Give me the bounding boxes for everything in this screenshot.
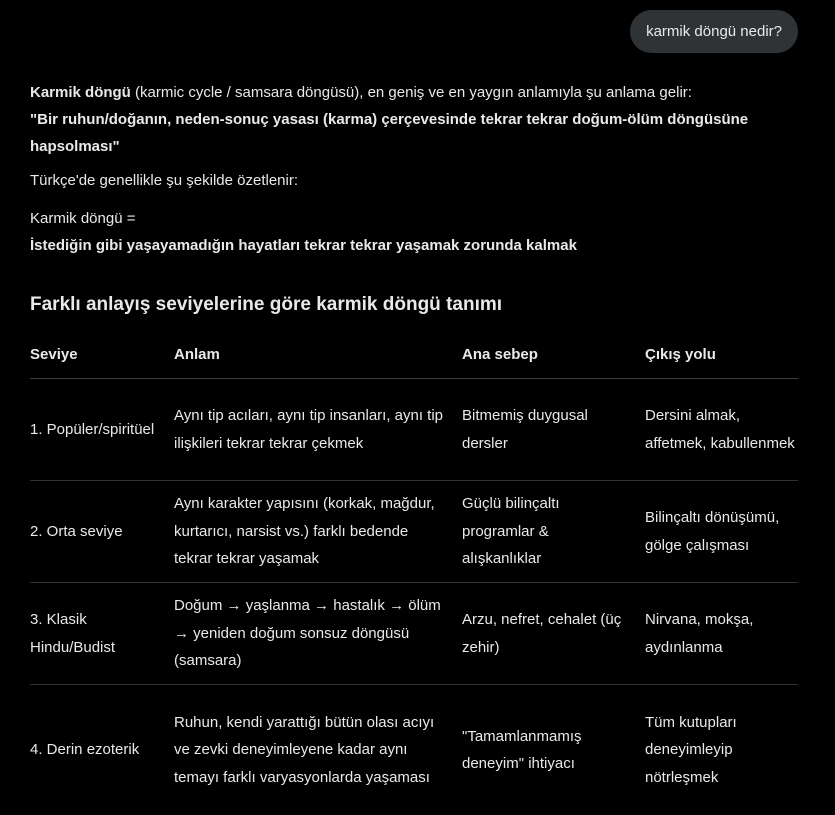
table-header [30, 332, 798, 379]
section-heading: Farklı anlayış seviyelerine göre karmik döngü tanımı [30, 294, 503, 315]
intro-bold-term: Karmik döngü [30, 84, 131, 101]
table-row [30, 583, 798, 685]
table-cell-meaning: Doğum → yaşlanma → hastalık → ölüm → yeniden doğum sonsuz döngüsü (samsara) [174, 597, 441, 670]
table-cell-cause: "Tamamlanmamış deneyim" ihtiyacı [462, 727, 582, 772]
table-cell-exit: Nirvana, mokşa, aydınlanma [645, 611, 754, 656]
table-cell-cause: Arzu, nefret, cehalet (üç zehir) [462, 611, 622, 656]
table-cell-exit: Bilinçaltı dönüşümü, gölge çalışması [645, 509, 780, 554]
table-cell-meaning: Ruhun, kendi yarattığı bütün olası acıyı ve zevki deneyimleyene kadar aynı temayı farklı varyasyonlarda yaşaması [174, 713, 435, 786]
summary-block [30, 205, 800, 259]
summary-bold: İstediğin gibi yaşayamadığın hayatları tekrar tekrar yaşamak zorunda kalmak [30, 237, 577, 254]
table-cell-level: 4. Derin ezoterik [30, 741, 140, 759]
table-cell-exit: Tüm kutupları deneyimleyip nötrleşmek [645, 713, 737, 786]
table-cell-exit: Dersini almak, affetmek, kabullenmek [645, 407, 795, 452]
table-cell-cause: Bitmemiş duygusal dersler [462, 407, 588, 452]
header-anlam: Anlam [174, 346, 220, 363]
header-seviye: Seviye [30, 346, 78, 363]
table-cell-meaning: Aynı tip acıları, aynı tip insanları, aynı tip ilişkileri tekrar tekrar çekmek [174, 407, 444, 452]
table-row [30, 481, 798, 583]
intro-quote: "Bir ruhun/doğanın, neden-sonuç yasası (karma) çerçevesinde tekrar tekrar doğum-ölüm döngüsüne hapsolması" [30, 111, 749, 155]
header-cikis-yolu: Çıkış yolu [645, 346, 716, 363]
summary-label: Karmik döngü = [30, 210, 136, 227]
header-ana-sebep: Ana sebep [462, 346, 538, 363]
table-cell-level: 2. Orta seviye [30, 522, 123, 540]
table-row [30, 685, 798, 815]
table-row [30, 379, 798, 481]
table-cell-cause: Güçlü bilinçaltı programlar & alışkanlıklar [462, 495, 560, 568]
table-cell-meaning: Aynı karakter yapısını (korkak, mağdur, kurtarıcı, narsist vs.) farklı bedende tekrar tekrar yaşamak [174, 495, 435, 568]
levels-table [30, 332, 798, 815]
user-message-bubble: karmik döngü nedir? [630, 10, 798, 53]
intro-rest: (karmic cycle / samsara döngüsü), en geniş ve en yaygın anlamıyla şu anlama gelir: [130, 84, 692, 101]
table-cell-level: 1. Popüler/spiritüel [30, 420, 155, 438]
intro-paragraph [30, 79, 800, 160]
summary-intro: Türkçe'de genellikle şu şekilde özetlenir: [30, 172, 299, 189]
table-cell-level: 3. Klasik Hindu/Budist [30, 611, 116, 656]
